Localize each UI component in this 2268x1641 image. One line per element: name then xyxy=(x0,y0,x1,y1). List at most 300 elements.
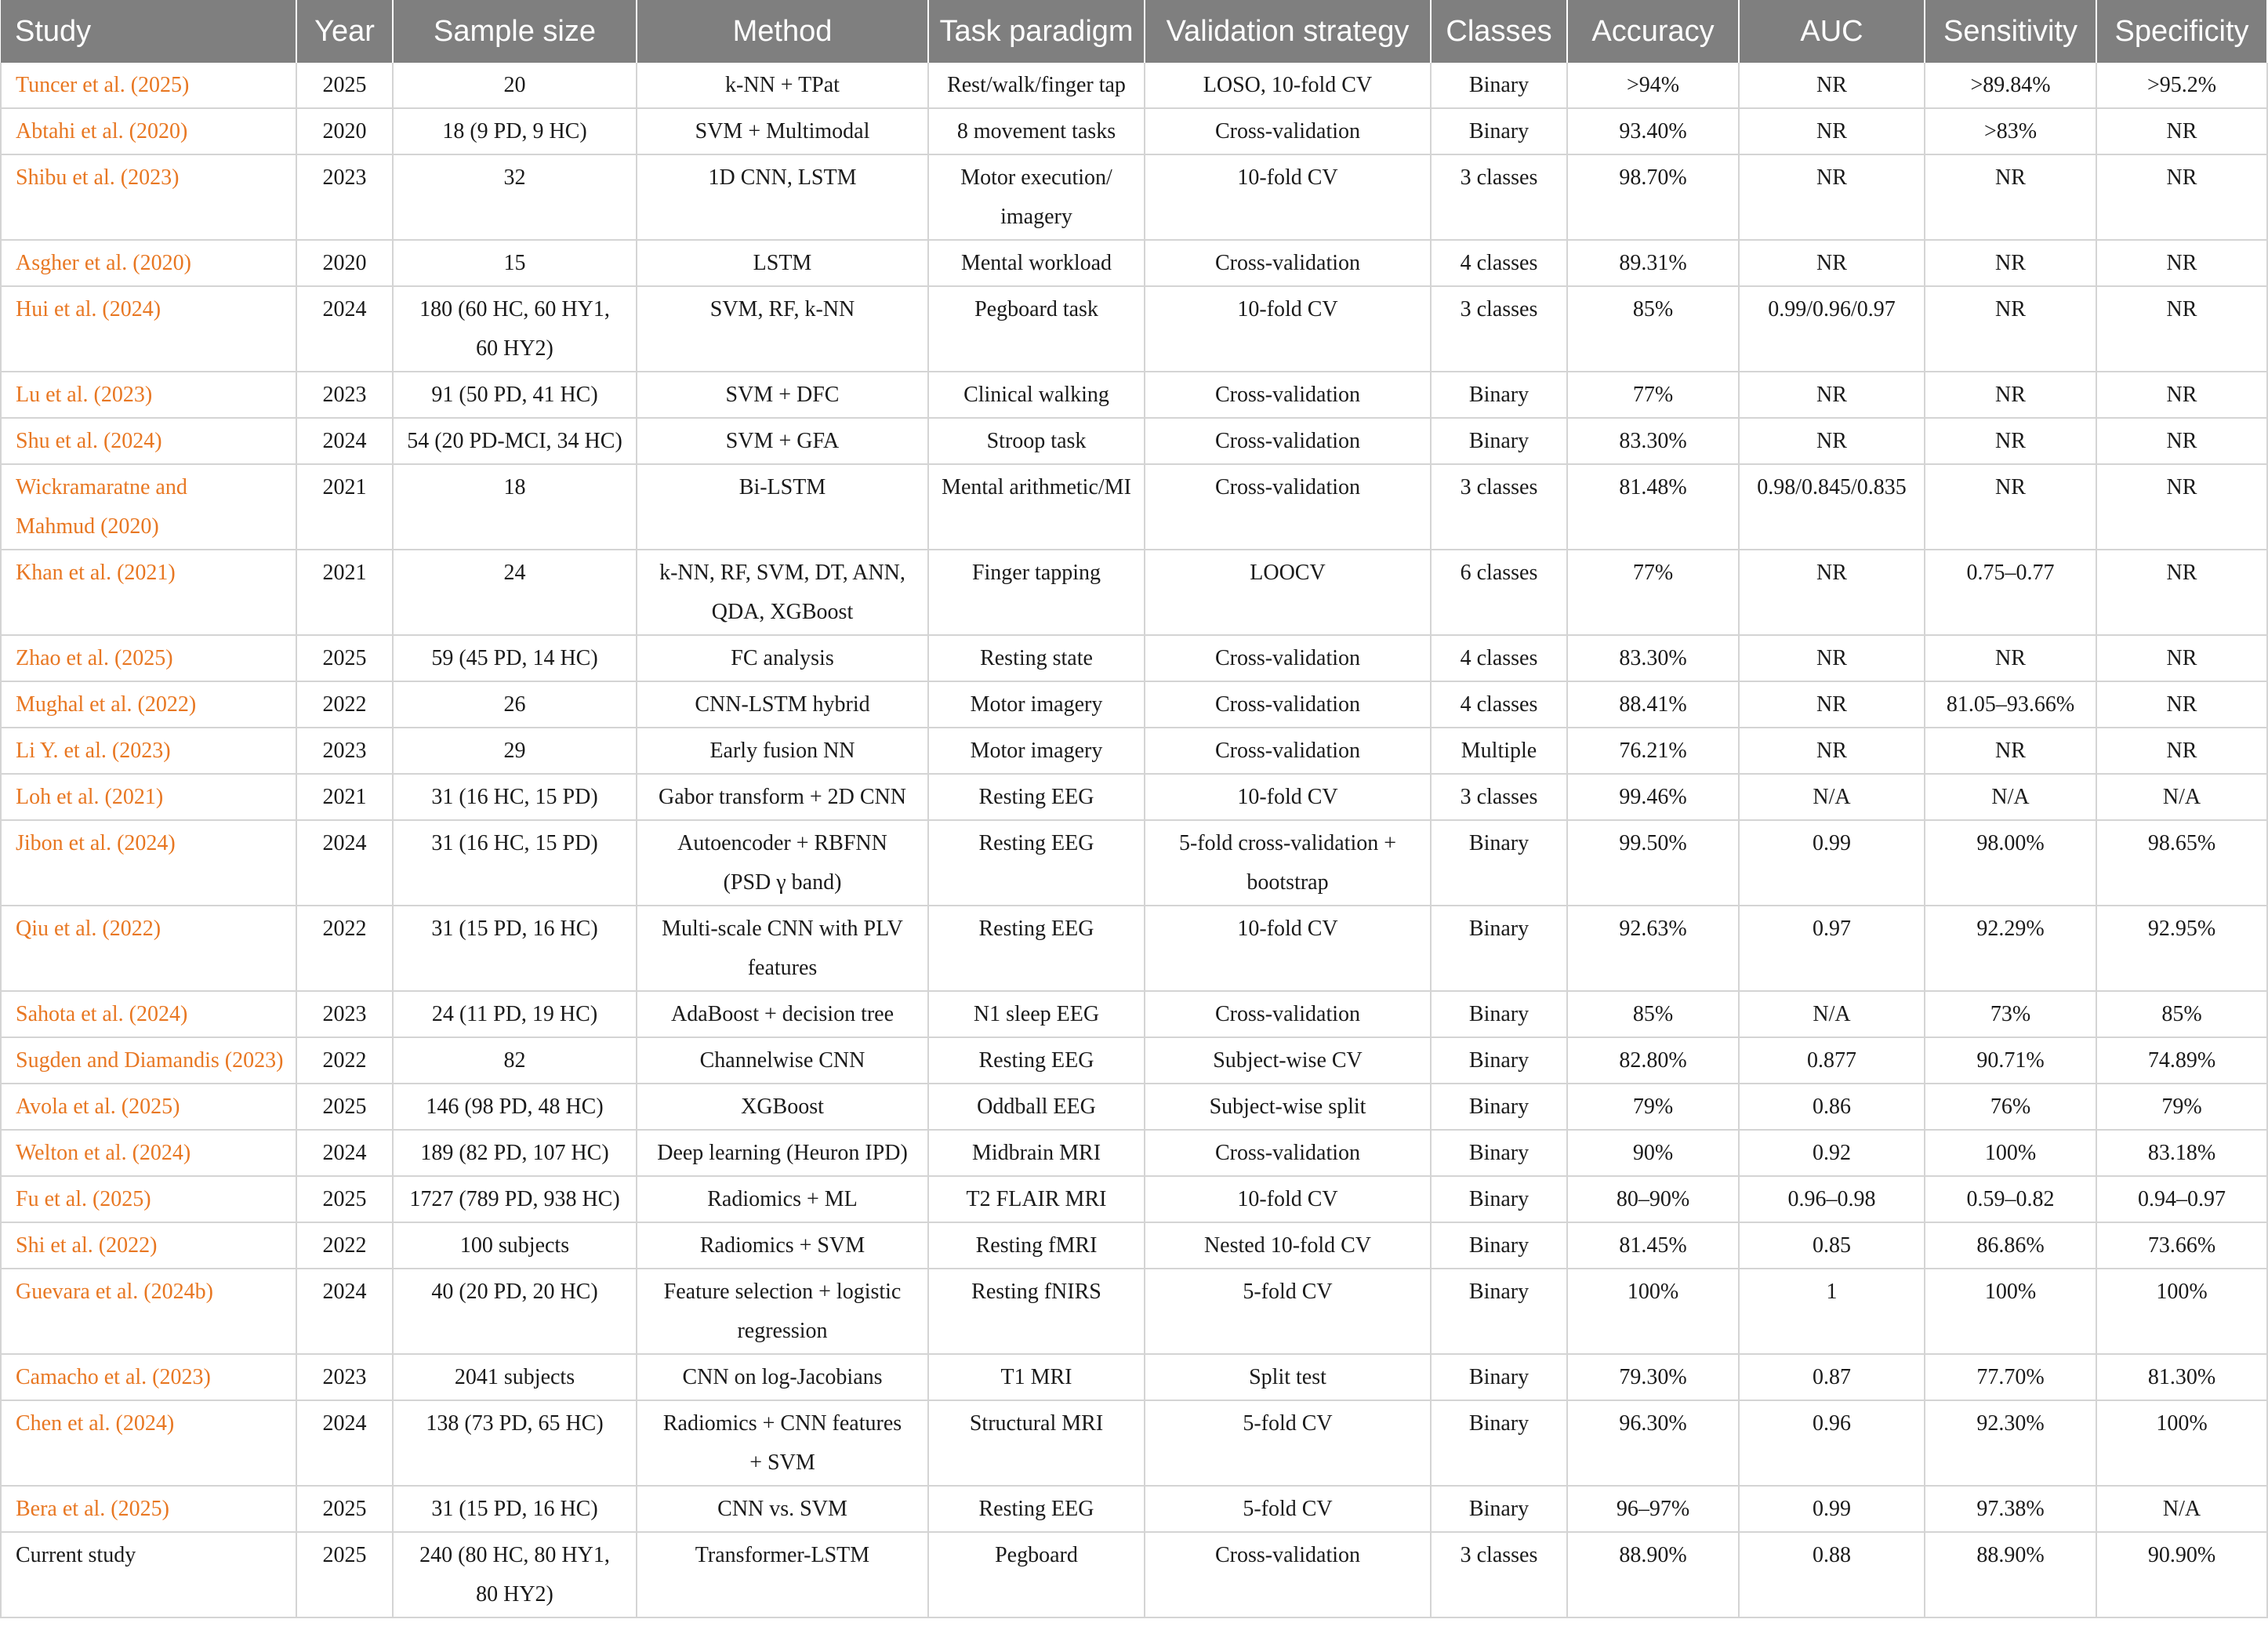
study-link-cell[interactable]: Shibu et al. (2023) xyxy=(1,154,296,240)
auc-cell: 0.88 xyxy=(1739,1532,1925,1617)
sensitivity-cell: NR xyxy=(1925,372,2096,418)
specificity-cell: 90.90% xyxy=(2096,1532,2267,1617)
year-cell: 2022 xyxy=(296,906,393,991)
study-link-cell[interactable]: Avola et al. (2025) xyxy=(1,1084,296,1130)
specificity-cell: NR xyxy=(2096,418,2267,464)
table-header-row xyxy=(1,0,2267,63)
year-cell: 2025 xyxy=(296,1486,393,1532)
method-cell: CNN vs. SVM xyxy=(637,1486,928,1532)
sensitivity-cell: NR xyxy=(1925,635,2096,681)
specificity-cell: N/A xyxy=(2096,774,2267,820)
accuracy-cell: 77% xyxy=(1567,372,1739,418)
sample-size-cell: 31 (16 HC, 15 PD) xyxy=(393,774,637,820)
sample-size-cell: 180 (60 HC, 60 HY1, 60 HY2) xyxy=(393,286,637,372)
task-paradigm-cell: Oddball EEG xyxy=(928,1084,1145,1130)
sensitivity-cell: N/A xyxy=(1925,774,2096,820)
accuracy-cell: 85% xyxy=(1567,286,1739,372)
auc-cell: NR xyxy=(1739,635,1925,681)
sensitivity-cell: >89.84% xyxy=(1925,63,2096,108)
table-row xyxy=(1,63,2267,108)
method-cell: LSTM xyxy=(637,240,928,286)
table-row xyxy=(1,240,2267,286)
specificity-cell: N/A xyxy=(2096,1486,2267,1532)
table-row xyxy=(1,1222,2267,1269)
task-paradigm-cell: Resting fNIRS xyxy=(928,1269,1145,1354)
task-paradigm-cell: Clinical walking xyxy=(928,372,1145,418)
validation-strategy-cell: Cross-validation xyxy=(1145,991,1431,1037)
sample-size-cell: 59 (45 PD, 14 HC) xyxy=(393,635,637,681)
sample-size-cell: 31 (15 PD, 16 HC) xyxy=(393,906,637,991)
table-row xyxy=(1,728,2267,774)
method-cell: Gabor transform + 2D CNN xyxy=(637,774,928,820)
method-cell: 1D CNN, LSTM xyxy=(637,154,928,240)
method-cell: AdaBoost + decision tree xyxy=(637,991,928,1037)
specificity-cell: NR xyxy=(2096,464,2267,550)
task-paradigm-cell: Resting EEG xyxy=(928,906,1145,991)
specificity-cell: NR xyxy=(2096,635,2267,681)
classes-cell: Binary xyxy=(1431,1084,1567,1130)
accuracy-cell: >94% xyxy=(1567,63,1739,108)
header-classes: Classes xyxy=(1431,0,1567,63)
sample-size-cell: 26 xyxy=(393,681,637,728)
task-paradigm-cell: Rest/walk/finger tap xyxy=(928,63,1145,108)
study-link-cell[interactable]: Loh et al. (2021) xyxy=(1,774,296,820)
accuracy-cell: 76.21% xyxy=(1567,728,1739,774)
classes-cell: Binary xyxy=(1431,63,1567,108)
validation-strategy-cell: 10-fold CV xyxy=(1145,154,1431,240)
classes-cell: Binary xyxy=(1431,1354,1567,1400)
header-method: Method xyxy=(637,0,928,63)
study-link-cell[interactable]: Asgher et al. (2020) xyxy=(1,240,296,286)
classes-cell: 3 classes xyxy=(1431,286,1567,372)
classes-cell: Binary xyxy=(1431,418,1567,464)
study-link-cell[interactable]: Bera et al. (2025) xyxy=(1,1486,296,1532)
year-cell: 2025 xyxy=(296,63,393,108)
method-cell: XGBoost xyxy=(637,1084,928,1130)
task-paradigm-cell: Finger tapping xyxy=(928,550,1145,635)
sensitivity-cell: 0.75–0.77 xyxy=(1925,550,2096,635)
study-link-cell[interactable]: Camacho et al. (2023) xyxy=(1,1354,296,1400)
auc-cell: 0.87 xyxy=(1739,1354,1925,1400)
year-cell: 2023 xyxy=(296,1354,393,1400)
year-cell: 2022 xyxy=(296,1037,393,1084)
sensitivity-cell: 86.86% xyxy=(1925,1222,2096,1269)
header-sensitivity: Sensitivity xyxy=(1925,0,2096,63)
header-task-paradigm: Task paradigm xyxy=(928,0,1145,63)
auc-cell: NR xyxy=(1739,154,1925,240)
method-cell: SVM + Multimodal xyxy=(637,108,928,154)
task-paradigm-cell: Pegboard xyxy=(928,1532,1145,1617)
study-link-cell[interactable]: Shi et al. (2022) xyxy=(1,1222,296,1269)
task-paradigm-cell: T1 MRI xyxy=(928,1354,1145,1400)
method-cell: SVM, RF, k-NN xyxy=(637,286,928,372)
accuracy-cell: 100% xyxy=(1567,1269,1739,1354)
study-link-cell[interactable]: Hui et al. (2024) xyxy=(1,286,296,372)
classes-cell: 3 classes xyxy=(1431,774,1567,820)
table-row xyxy=(1,418,2267,464)
task-paradigm-cell: Motor execution/ imagery xyxy=(928,154,1145,240)
task-paradigm-cell: Mental arithmetic/MI xyxy=(928,464,1145,550)
study-link-cell[interactable]: Abtahi et al. (2020) xyxy=(1,108,296,154)
auc-cell: 0.96 xyxy=(1739,1400,1925,1486)
sensitivity-cell: 73% xyxy=(1925,991,2096,1037)
task-paradigm-cell: Stroop task xyxy=(928,418,1145,464)
year-cell: 2025 xyxy=(296,1176,393,1222)
study-link-cell[interactable]: Guevara et al. (2024b) xyxy=(1,1269,296,1354)
validation-strategy-cell: Cross-validation xyxy=(1145,418,1431,464)
header-year: Year xyxy=(296,0,393,63)
study-cell: Current study xyxy=(1,1532,296,1617)
study-link-cell[interactable]: Fu et al. (2025) xyxy=(1,1176,296,1222)
sensitivity-cell: 77.70% xyxy=(1925,1354,2096,1400)
validation-strategy-cell: Cross-validation xyxy=(1145,1130,1431,1176)
auc-cell: NR xyxy=(1739,240,1925,286)
sample-size-cell: 29 xyxy=(393,728,637,774)
specificity-cell: 100% xyxy=(2096,1269,2267,1354)
method-cell: FC analysis xyxy=(637,635,928,681)
year-cell: 2020 xyxy=(296,240,393,286)
method-cell: Radiomics + ML xyxy=(637,1176,928,1222)
method-cell: Channelwise CNN xyxy=(637,1037,928,1084)
validation-strategy-cell: Nested 10-fold CV xyxy=(1145,1222,1431,1269)
validation-strategy-cell: Cross-validation xyxy=(1145,1532,1431,1617)
study-link-cell[interactable]: Qiu et al. (2022) xyxy=(1,906,296,991)
validation-strategy-cell: Cross-validation xyxy=(1145,108,1431,154)
sample-size-cell: 1727 (789 PD, 938 HC) xyxy=(393,1176,637,1222)
sample-size-cell: 146 (98 PD, 48 HC) xyxy=(393,1084,637,1130)
validation-strategy-cell: 5-fold CV xyxy=(1145,1269,1431,1354)
table-row xyxy=(1,1354,2267,1400)
classes-cell: Binary xyxy=(1431,1037,1567,1084)
task-paradigm-cell: Resting EEG xyxy=(928,1486,1145,1532)
classes-cell: Binary xyxy=(1431,1130,1567,1176)
sensitivity-cell: >83% xyxy=(1925,108,2096,154)
classes-cell: Binary xyxy=(1431,1486,1567,1532)
classes-cell: 4 classes xyxy=(1431,681,1567,728)
classes-cell: 3 classes xyxy=(1431,1532,1567,1617)
year-cell: 2021 xyxy=(296,774,393,820)
study-link-cell[interactable]: Jibon et al. (2024) xyxy=(1,820,296,906)
study-link-cell[interactable]: Sahota et al. (2024) xyxy=(1,991,296,1037)
header-study: Study xyxy=(1,0,296,63)
specificity-cell: 100% xyxy=(2096,1400,2267,1486)
sensitivity-cell: 98.00% xyxy=(1925,820,2096,906)
sample-size-cell: 18 xyxy=(393,464,637,550)
auc-cell: NR xyxy=(1739,550,1925,635)
task-paradigm-cell: T2 FLAIR MRI xyxy=(928,1176,1145,1222)
specificity-cell: 74.89% xyxy=(2096,1037,2267,1084)
accuracy-cell: 98.70% xyxy=(1567,154,1739,240)
classes-cell: 3 classes xyxy=(1431,154,1567,240)
auc-cell: NR xyxy=(1739,372,1925,418)
accuracy-cell: 80–90% xyxy=(1567,1176,1739,1222)
auc-cell: 0.97 xyxy=(1739,906,1925,991)
task-paradigm-cell: Structural MRI xyxy=(928,1400,1145,1486)
classes-cell: Binary xyxy=(1431,108,1567,154)
auc-cell: NR xyxy=(1739,418,1925,464)
accuracy-cell: 96.30% xyxy=(1567,1400,1739,1486)
sample-size-cell: 2041 subjects xyxy=(393,1354,637,1400)
auc-cell: NR xyxy=(1739,728,1925,774)
sensitivity-cell: 100% xyxy=(1925,1130,2096,1176)
auc-cell: N/A xyxy=(1739,991,1925,1037)
task-paradigm-cell: Resting EEG xyxy=(928,1037,1145,1084)
table-row xyxy=(1,1400,2267,1486)
validation-strategy-cell: Cross-validation xyxy=(1145,240,1431,286)
task-paradigm-cell: Motor imagery xyxy=(928,728,1145,774)
specificity-cell: 92.95% xyxy=(2096,906,2267,991)
accuracy-cell: 83.30% xyxy=(1567,635,1739,681)
validation-strategy-cell: 10-fold CV xyxy=(1145,1176,1431,1222)
year-cell: 2024 xyxy=(296,1130,393,1176)
specificity-cell: NR xyxy=(2096,728,2267,774)
table-row xyxy=(1,464,2267,550)
auc-cell: 0.99/0.96/0.97 xyxy=(1739,286,1925,372)
study-link-cell[interactable]: Sugden and Diamandis (2023) xyxy=(1,1037,296,1084)
year-cell: 2024 xyxy=(296,418,393,464)
specificity-cell: 83.18% xyxy=(2096,1130,2267,1176)
task-paradigm-cell: Mental workload xyxy=(928,240,1145,286)
sample-size-cell: 15 xyxy=(393,240,637,286)
auc-cell: 0.86 xyxy=(1739,1084,1925,1130)
classes-cell: Binary xyxy=(1431,1400,1567,1486)
table-row xyxy=(1,1176,2267,1222)
table-row xyxy=(1,1084,2267,1130)
classes-cell: Binary xyxy=(1431,991,1567,1037)
sample-size-cell: 54 (20 PD-MCI, 34 HC) xyxy=(393,418,637,464)
study-link-cell[interactable]: Zhao et al. (2025) xyxy=(1,635,296,681)
table-row xyxy=(1,906,2267,991)
classes-cell: Binary xyxy=(1431,372,1567,418)
method-cell: Radiomics + CNN features + SVM xyxy=(637,1400,928,1486)
sensitivity-cell: 90.71% xyxy=(1925,1037,2096,1084)
sample-size-cell: 31 (15 PD, 16 HC) xyxy=(393,1486,637,1532)
validation-strategy-cell: 10-fold CV xyxy=(1145,906,1431,991)
year-cell: 2024 xyxy=(296,1269,393,1354)
year-cell: 2023 xyxy=(296,991,393,1037)
specificity-cell: NR xyxy=(2096,154,2267,240)
year-cell: 2025 xyxy=(296,1532,393,1617)
validation-strategy-cell: 5-fold cross-validation + bootstrap xyxy=(1145,820,1431,906)
task-paradigm-cell: Resting EEG xyxy=(928,820,1145,906)
study-link-cell[interactable]: Tuncer et al. (2025) xyxy=(1,63,296,108)
sensitivity-cell: 81.05–93.66% xyxy=(1925,681,2096,728)
table-row xyxy=(1,108,2267,154)
specificity-cell: NR xyxy=(2096,240,2267,286)
study-link-cell[interactable]: Mughal et al. (2022) xyxy=(1,681,296,728)
sensitivity-cell: 92.30% xyxy=(1925,1400,2096,1486)
classes-cell: 4 classes xyxy=(1431,635,1567,681)
sensitivity-cell: 76% xyxy=(1925,1084,2096,1130)
table-row xyxy=(1,1269,2267,1354)
accuracy-cell: 77% xyxy=(1567,550,1739,635)
validation-strategy-cell: 5-fold CV xyxy=(1145,1400,1431,1486)
accuracy-cell: 83.30% xyxy=(1567,418,1739,464)
year-cell: 2023 xyxy=(296,154,393,240)
task-paradigm-cell: Resting EEG xyxy=(928,774,1145,820)
year-cell: 2022 xyxy=(296,1222,393,1269)
specificity-cell: 98.65% xyxy=(2096,820,2267,906)
sensitivity-cell: NR xyxy=(1925,418,2096,464)
table-row xyxy=(1,774,2267,820)
sample-size-cell: 138 (73 PD, 65 HC) xyxy=(393,1400,637,1486)
method-cell: Feature selection + logistic regression xyxy=(637,1269,928,1354)
accuracy-cell: 82.80% xyxy=(1567,1037,1739,1084)
auc-cell: 0.99 xyxy=(1739,1486,1925,1532)
classes-cell: Binary xyxy=(1431,820,1567,906)
table-row xyxy=(1,286,2267,372)
validation-strategy-cell: 5-fold CV xyxy=(1145,1486,1431,1532)
accuracy-cell: 89.31% xyxy=(1567,240,1739,286)
classes-cell: Binary xyxy=(1431,1176,1567,1222)
classes-cell: 4 classes xyxy=(1431,240,1567,286)
method-cell: SVM + GFA xyxy=(637,418,928,464)
year-cell: 2020 xyxy=(296,108,393,154)
method-cell: SVM + DFC xyxy=(637,372,928,418)
task-paradigm-cell: Motor imagery xyxy=(928,681,1145,728)
sensitivity-cell: NR xyxy=(1925,464,2096,550)
method-cell: Autoencoder + RBFNN (PSD γ band) xyxy=(637,820,928,906)
sensitivity-cell: NR xyxy=(1925,286,2096,372)
header-validation-strategy: Validation strategy xyxy=(1145,0,1431,63)
auc-cell: NR xyxy=(1739,108,1925,154)
header-accuracy: Accuracy xyxy=(1567,0,1739,63)
table-row xyxy=(1,372,2267,418)
specificity-cell: NR xyxy=(2096,550,2267,635)
table-row xyxy=(1,681,2267,728)
study-link-cell[interactable]: Lu et al. (2023) xyxy=(1,372,296,418)
specificity-cell: NR xyxy=(2096,108,2267,154)
specificity-cell: 79% xyxy=(2096,1084,2267,1130)
table-row xyxy=(1,991,2267,1037)
auc-cell: 0.92 xyxy=(1739,1130,1925,1176)
auc-cell: 1 xyxy=(1739,1269,1925,1354)
sample-size-cell: 24 xyxy=(393,550,637,635)
classes-cell: 6 classes xyxy=(1431,550,1567,635)
study-link-cell[interactable]: Welton et al. (2024) xyxy=(1,1130,296,1176)
task-paradigm-cell: Midbrain MRI xyxy=(928,1130,1145,1176)
accuracy-cell: 92.63% xyxy=(1567,906,1739,991)
study-link-cell[interactable]: Chen et al. (2024) xyxy=(1,1400,296,1486)
specificity-cell: 85% xyxy=(2096,991,2267,1037)
auc-cell: NR xyxy=(1739,63,1925,108)
sensitivity-cell: 100% xyxy=(1925,1269,2096,1354)
validation-strategy-cell: Split test xyxy=(1145,1354,1431,1400)
accuracy-cell: 81.48% xyxy=(1567,464,1739,550)
table-row xyxy=(1,1130,2267,1176)
auc-cell: N/A xyxy=(1739,774,1925,820)
auc-cell: NR xyxy=(1739,681,1925,728)
method-cell: k-NN, RF, SVM, DT, ANN, QDA, XGBoost xyxy=(637,550,928,635)
specificity-cell: 0.94–0.97 xyxy=(2096,1176,2267,1222)
validation-strategy-cell: Cross-validation xyxy=(1145,464,1431,550)
sample-size-cell: 32 xyxy=(393,154,637,240)
accuracy-cell: 99.46% xyxy=(1567,774,1739,820)
year-cell: 2024 xyxy=(296,1400,393,1486)
sample-size-cell: 82 xyxy=(393,1037,637,1084)
year-cell: 2025 xyxy=(296,1084,393,1130)
specificity-cell: 81.30% xyxy=(2096,1354,2267,1400)
sample-size-cell: 24 (11 PD, 19 HC) xyxy=(393,991,637,1037)
validation-strategy-cell: Subject-wise split xyxy=(1145,1084,1431,1130)
table-row xyxy=(1,1037,2267,1084)
year-cell: 2024 xyxy=(296,286,393,372)
sensitivity-cell: 92.29% xyxy=(1925,906,2096,991)
sample-size-cell: 20 xyxy=(393,63,637,108)
study-link-cell[interactable]: Shu et al. (2024) xyxy=(1,418,296,464)
validation-strategy-cell: Cross-validation xyxy=(1145,681,1431,728)
sample-size-cell: 40 (20 PD, 20 HC) xyxy=(393,1269,637,1354)
study-link-cell[interactable]: Wickramaratne and Mahmud (2020) xyxy=(1,464,296,550)
accuracy-cell: 99.50% xyxy=(1567,820,1739,906)
auc-cell: 0.98/0.845/0.835 xyxy=(1739,464,1925,550)
validation-strategy-cell: Cross-validation xyxy=(1145,372,1431,418)
year-cell: 2023 xyxy=(296,372,393,418)
year-cell: 2021 xyxy=(296,464,393,550)
task-paradigm-cell: Resting state xyxy=(928,635,1145,681)
accuracy-cell: 81.45% xyxy=(1567,1222,1739,1269)
study-link-cell[interactable]: Li Y. et al. (2023) xyxy=(1,728,296,774)
task-paradigm-cell: Resting fMRI xyxy=(928,1222,1145,1269)
method-cell: Bi-LSTM xyxy=(637,464,928,550)
sensitivity-cell: NR xyxy=(1925,728,2096,774)
task-paradigm-cell: 8 movement tasks xyxy=(928,108,1145,154)
sample-size-cell: 100 subjects xyxy=(393,1222,637,1269)
classes-cell: Binary xyxy=(1431,1222,1567,1269)
auc-cell: 0.85 xyxy=(1739,1222,1925,1269)
auc-cell: 0.96–0.98 xyxy=(1739,1176,1925,1222)
method-cell: CNN on log-Jacobians xyxy=(637,1354,928,1400)
sensitivity-cell: 97.38% xyxy=(1925,1486,2096,1532)
accuracy-cell: 88.90% xyxy=(1567,1532,1739,1617)
sample-size-cell: 18 (9 PD, 9 HC) xyxy=(393,108,637,154)
method-cell: Transformer-LSTM xyxy=(637,1532,928,1617)
year-cell: 2021 xyxy=(296,550,393,635)
classes-cell: Multiple xyxy=(1431,728,1567,774)
classes-cell: 3 classes xyxy=(1431,464,1567,550)
auc-cell: 0.877 xyxy=(1739,1037,1925,1084)
specificity-cell: 73.66% xyxy=(2096,1222,2267,1269)
sensitivity-cell: 88.90% xyxy=(1925,1532,2096,1617)
sensitivity-cell: NR xyxy=(1925,240,2096,286)
validation-strategy-cell: Cross-validation xyxy=(1145,635,1431,681)
sensitivity-cell: 0.59–0.82 xyxy=(1925,1176,2096,1222)
header-sample-size: Sample size xyxy=(393,0,637,63)
task-paradigm-cell: Pegboard task xyxy=(928,286,1145,372)
sample-size-cell: 240 (80 HC, 80 HY1, 80 HY2) xyxy=(393,1532,637,1617)
year-cell: 2025 xyxy=(296,635,393,681)
accuracy-cell: 96–97% xyxy=(1567,1486,1739,1532)
table-body xyxy=(1,63,2267,1617)
accuracy-cell: 79% xyxy=(1567,1084,1739,1130)
year-cell: 2023 xyxy=(296,728,393,774)
validation-strategy-cell: 10-fold CV xyxy=(1145,774,1431,820)
method-cell: Early fusion NN xyxy=(637,728,928,774)
header-auc: AUC xyxy=(1739,0,1925,63)
sensitivity-cell: NR xyxy=(1925,154,2096,240)
accuracy-cell: 93.40% xyxy=(1567,108,1739,154)
accuracy-cell: 79.30% xyxy=(1567,1354,1739,1400)
method-cell: k-NN + TPat xyxy=(637,63,928,108)
specificity-cell: >95.2% xyxy=(2096,63,2267,108)
task-paradigm-cell: N1 sleep EEG xyxy=(928,991,1145,1037)
table-row xyxy=(1,1486,2267,1532)
specificity-cell: NR xyxy=(2096,286,2267,372)
study-link-cell[interactable]: Khan et al. (2021) xyxy=(1,550,296,635)
sample-size-cell: 189 (82 PD, 107 HC) xyxy=(393,1130,637,1176)
accuracy-cell: 90% xyxy=(1567,1130,1739,1176)
sample-size-cell: 91 (50 PD, 41 HC) xyxy=(393,372,637,418)
